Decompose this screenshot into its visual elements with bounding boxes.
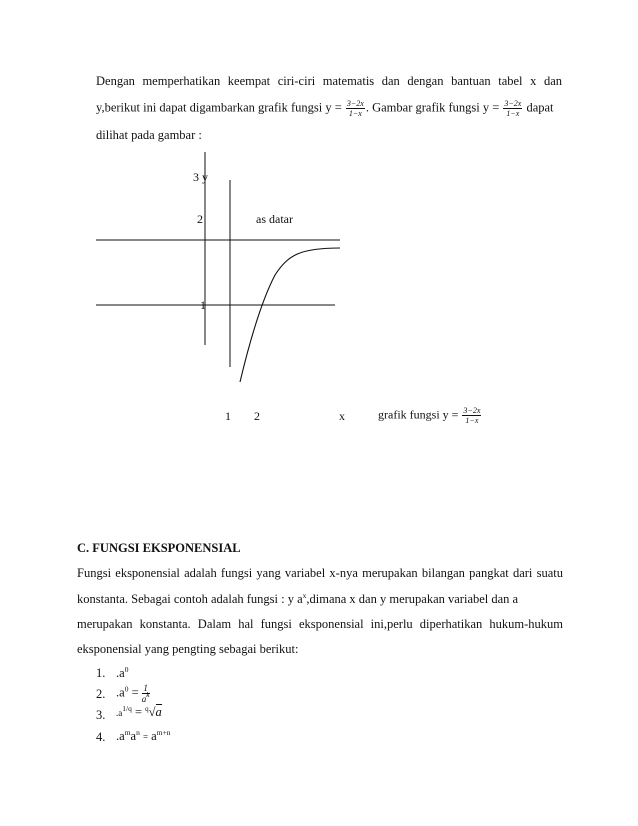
list-item-2-exponent: 0: [124, 684, 129, 694]
list-item-4-exp2: n: [136, 728, 140, 737]
list-item-3-root-index: q: [145, 705, 149, 713]
list-item-3-equals: =: [134, 705, 143, 719]
list-item-3: [116, 705, 162, 720]
section-line-1: Fungsi eksponensial adalah fungsi yang variabel x-nya merupakan bilangan pangkat dari suatu: [77, 566, 563, 580]
list-item-1: [116, 666, 128, 681]
paragraph-line-3: dilihat pada gambar :: [96, 128, 202, 142]
x-axis-label: x: [339, 409, 345, 423]
paragraph-line-2-end: dapat: [526, 100, 554, 115]
list-item-4-base2: a: [130, 729, 137, 743]
section-heading: C. FUNGSI EKSPONENSIAL: [77, 541, 241, 555]
paragraph-line-1: Dengan memperhatikan keempat ciri-ciri matematis dan dengan bantuan tabel x dan: [96, 74, 562, 88]
graph-caption-text: grafik fungsi y =: [378, 407, 459, 422]
section-line-2: [77, 592, 563, 607]
list-item-2-number: 2.: [96, 687, 106, 701]
graph-label-1: 1: [200, 298, 206, 312]
list-item-4-base1: .a: [116, 729, 125, 743]
fraction-3-2x-over-1-x-second: $\frac{3-2x}{1-x}$: [504, 99, 522, 118]
list-item-3-exponent: 1/q: [122, 704, 132, 713]
list-item-3-root-body: a: [155, 705, 162, 719]
list-item-4-exp3: m+n: [156, 728, 171, 737]
graph-label-3-y: 3 y: [193, 170, 208, 184]
list-item-4-base3: a: [151, 729, 157, 743]
list-item-4: [116, 729, 171, 744]
list-item-2-fraction: $\frac{1}{a^k}$: [141, 683, 150, 704]
list-item-1-base: .a: [116, 666, 125, 680]
x-tick-2: 2: [254, 409, 260, 423]
radical-icon: √: [148, 705, 156, 719]
section-line-4: eksponensial yang pengting sebagai berikut:: [77, 642, 299, 656]
x-tick-1: 1: [225, 409, 231, 423]
list-item-4-exp1: m: [124, 728, 131, 737]
list-item-4-equals: =: [142, 732, 149, 742]
list-item-4-number: 4.: [96, 730, 106, 744]
list-item-3-number: 3.: [96, 708, 106, 722]
superscript-x: x: [302, 591, 307, 600]
list-item-2-base: .a: [116, 685, 125, 700]
paragraph-line-2-start: y,berikut ini dapat digambarkan grafik fungsi y =: [96, 100, 342, 115]
list-item-2-equals: =: [131, 685, 139, 700]
function-curve: [240, 248, 340, 382]
graph-label-as-datar: as datar: [256, 212, 293, 226]
fraction-3-2x-over-1-x: $\frac{3-2x}{1-x}$: [346, 99, 364, 118]
section-line-2-start: konstanta. Sebagai contoh adalah fungsi : y a: [77, 592, 303, 606]
section-line-3: merupakan konstanta. Dalam hal fungsi eksponensial ini,perlu diperhatikan hukum-hukum: [77, 617, 563, 631]
paragraph-line-2-middle: . Gambar grafik fungsi y =: [365, 100, 500, 115]
list-item-2: [116, 683, 150, 704]
graph-label-2: 2: [197, 212, 203, 226]
section-line-2-end: ,dimana x dan y merupakan variabel dan a: [306, 592, 519, 606]
graph-caption: [378, 406, 482, 425]
list-item-1-exponent: 0: [124, 665, 129, 674]
list-item-3-base: .a: [116, 708, 123, 718]
list-item-1-number: 1.: [96, 666, 106, 680]
graph-caption-fraction: $\frac{3-2x}{1-x}$: [463, 406, 481, 425]
